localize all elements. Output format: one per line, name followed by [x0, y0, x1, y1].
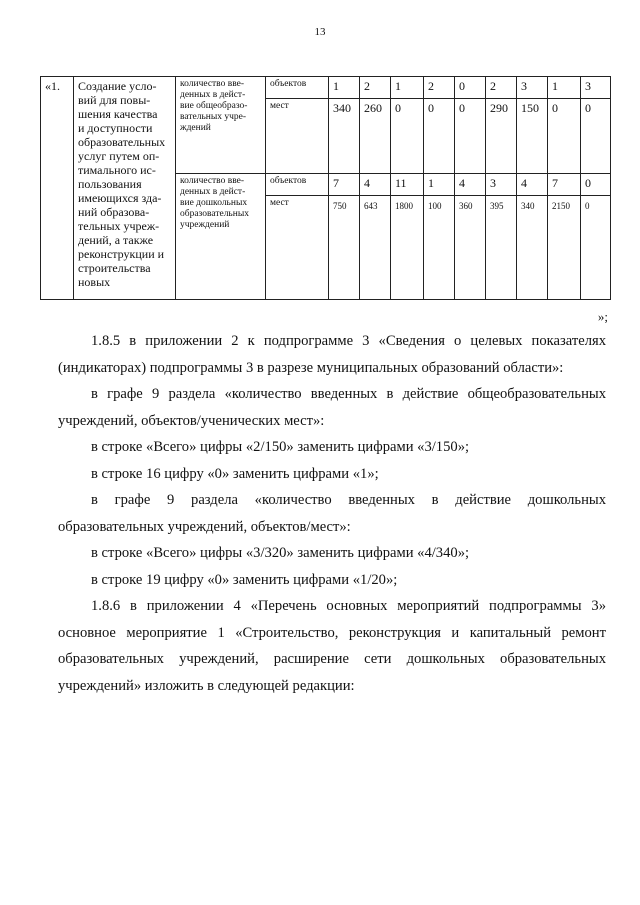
value-cell: 340 — [329, 99, 360, 174]
unit-cell: мест — [266, 99, 329, 174]
value-cell: 2 — [360, 77, 391, 99]
value-cell: 340 — [517, 196, 548, 300]
value-cell: 0 — [581, 196, 611, 300]
row-number: «1. — [41, 77, 74, 300]
value-cell: 1 — [424, 174, 455, 196]
value-cell: 4 — [455, 174, 486, 196]
indicator-name: количество вве- денных в дейст- вие общеобразо- вательных учре- ждений — [176, 77, 266, 174]
value-cell: 0 — [581, 174, 611, 196]
value-cell: 260 — [360, 99, 391, 174]
value-cell: 2 — [486, 77, 517, 99]
value-cell: 4 — [360, 174, 391, 196]
value-cell: 3 — [486, 174, 517, 196]
value-cell: 1 — [391, 77, 424, 99]
value-cell: 0 — [548, 99, 581, 174]
value-cell: 1 — [548, 77, 581, 99]
amendment-text — [58, 328, 606, 699]
unit-cell: мест — [266, 196, 329, 300]
closing-quote: »; — [597, 309, 608, 324]
measure-description: Создание усло- вий для повы- шения качества и доступности образовательных услуг путем оп- тимального ис- пользования имеющихся зда- ний образова- тельных учреж- дений, а также реконструкции и строительства новых — [74, 77, 176, 300]
value-cell: 0 — [424, 99, 455, 174]
value-cell: 360 — [455, 196, 486, 300]
unit-cell: объектов — [266, 174, 329, 196]
value-cell: 290 — [486, 99, 517, 174]
value-cell: 2150 — [548, 196, 581, 300]
paragraph: 1.8.5 в приложении 2 к подпрограмме 3 «Сведения о целевых показателях (индикаторах) подпрограммы 3 в разрезе муниципальных образований области»: — [58, 333, 606, 376]
value-cell: 150 — [517, 99, 548, 174]
paragraph: в строке «Всего» цифры «2/150» заменить цифрами «3/150»; — [91, 439, 470, 455]
value-cell: 0 — [581, 99, 611, 174]
value-cell: 0 — [455, 77, 486, 99]
value-cell: 1 — [329, 77, 360, 99]
value-cell: 11 — [391, 174, 424, 196]
value-cell: 3 — [581, 77, 611, 99]
page-number: 13 — [314, 26, 326, 38]
value-cell: 1800 — [391, 196, 424, 300]
value-cell: 100 — [424, 196, 455, 300]
value-cell: 0 — [391, 99, 424, 174]
value-cell: 4 — [517, 174, 548, 196]
paragraph: в графе 9 раздела «количество введенных в действие дошкольных образовательных учреждений, объектов/мест»: — [58, 492, 606, 535]
value-cell: 643 — [360, 196, 391, 300]
paragraph: в графе 9 раздела «количество введенных в действие общеобразовательных учреждений, объектов/ученических мест»: — [58, 386, 606, 429]
value-cell: 3 — [517, 77, 548, 99]
paragraph: в строке «Всего» цифры «3/320» заменить цифрами «4/340»; — [91, 545, 470, 561]
value-cell: 750 — [329, 196, 360, 300]
unit-cell: объектов — [266, 77, 329, 99]
value-cell: 7 — [329, 174, 360, 196]
paragraph: в строке 16 цифру «0» заменить цифрами «1»; — [91, 465, 379, 482]
table-row — [41, 77, 611, 99]
value-cell: 0 — [455, 99, 486, 174]
indicators-table — [40, 76, 611, 300]
value-cell: 395 — [486, 196, 517, 300]
indicator-name: количество вве- денных в дейст- вие дошкольных образовательных учреждений — [176, 174, 266, 300]
value-cell: 7 — [548, 174, 581, 196]
paragraph: 1.8.6 в приложении 4 «Перечень основных мероприятий подпрограммы 3» основное мероприятие 1 «Строительство, реконструкция и капитальный ремонт образовательных учреждений, расширение сети дошкольных образовательных учреждений» изложить в следующей редакции: — [58, 598, 606, 694]
paragraph: в строке 19 цифру «0» заменить цифрами «1/20»; — [91, 571, 398, 588]
value-cell: 2 — [424, 77, 455, 99]
